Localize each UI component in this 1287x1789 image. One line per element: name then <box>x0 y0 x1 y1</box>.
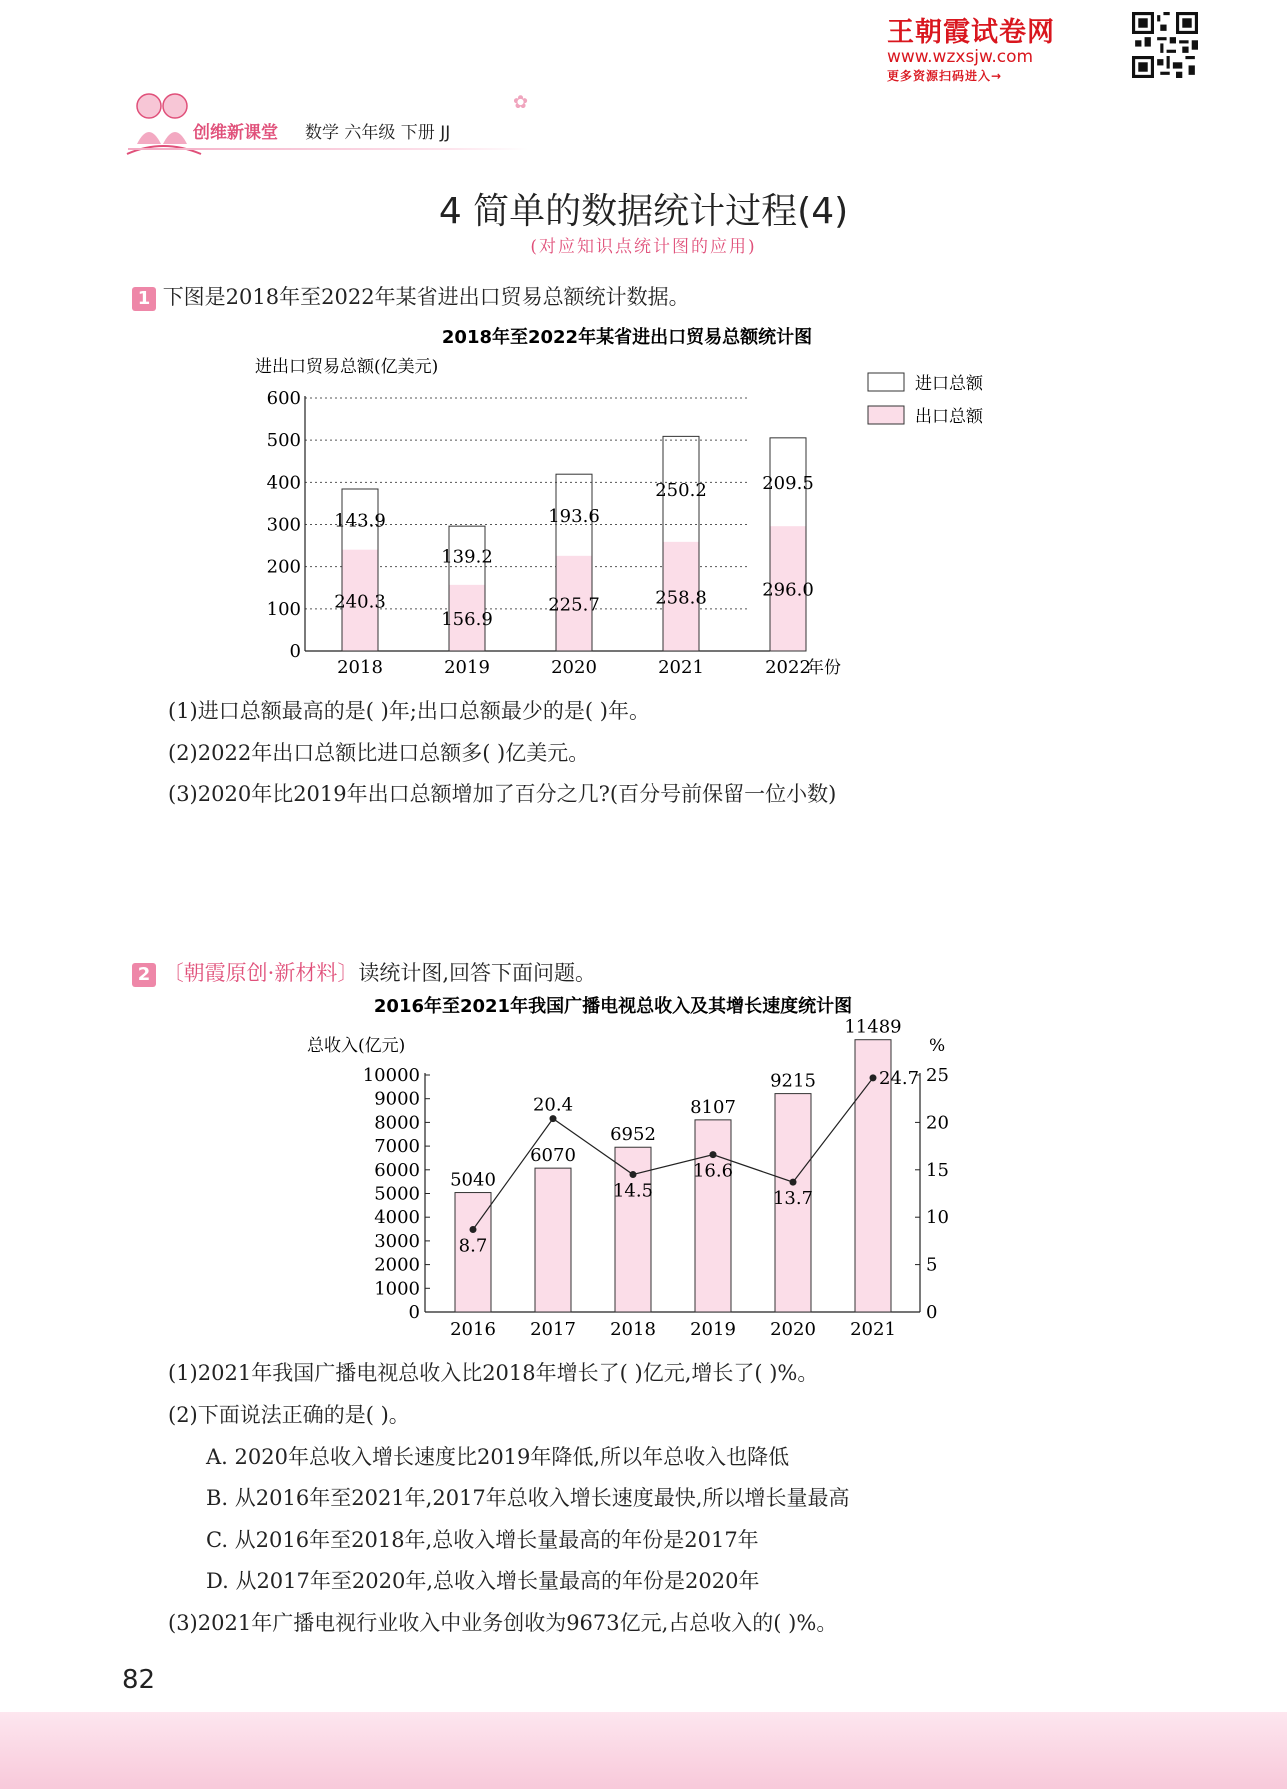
chart2-xtick-label: 2018 <box>610 1319 656 1340</box>
chart2-line-point <box>710 1151 717 1158</box>
chart2-ytick-label: 4000 <box>374 1207 420 1229</box>
chart2-y2tick-label: 5 <box>926 1254 938 1276</box>
chart1-label-import: 143.9 <box>334 510 386 532</box>
chart1-xtick-label: 2022 <box>765 657 811 678</box>
footer-band <box>0 1712 1287 1789</box>
chart2-x-axis <box>450 1319 896 1340</box>
chart1-title: 2018年至2022年某省进出口贸易总额统计图 <box>441 327 813 348</box>
chart2-line-point <box>790 1179 797 1186</box>
chart-trade <box>240 320 1020 690</box>
chart2-ytick-label: 3000 <box>374 1230 420 1252</box>
chart2-bar <box>535 1168 571 1312</box>
chart1-label-export: 225.7 <box>548 594 600 616</box>
chart2-ytick-label: 2000 <box>374 1254 420 1276</box>
page-number: 82 <box>122 1665 156 1695</box>
chart2-line-label: 16.6 <box>692 1160 734 1182</box>
chart1-legend-swatch <box>868 373 904 391</box>
chart2-ytick-label: 6000 <box>374 1159 420 1181</box>
chart2-line-label: 14.5 <box>612 1180 654 1202</box>
chart1-legend-label: 出口总额 <box>915 407 983 427</box>
chart1-y-axis <box>267 388 301 662</box>
chart1-label-import: 139.2 <box>441 546 493 568</box>
chart1-label-export: 258.8 <box>655 587 707 609</box>
header-rule <box>128 148 528 150</box>
chart2-y2tick-label: 0 <box>926 1302 938 1323</box>
q1-sub3: (3)2020年比2019年出口总额增加了百分之几?(百分号前保留一位小数) <box>168 782 837 806</box>
chart2-line-point <box>470 1226 477 1233</box>
chart2-y2tick-label: 20 <box>926 1112 949 1134</box>
chart2-ytick-label: 10000 <box>362 1065 420 1086</box>
chart2-ytick-label: 9000 <box>374 1088 420 1110</box>
chart1-legend <box>868 373 984 427</box>
chart2-bar-label: 9215 <box>770 1070 816 1092</box>
chart2-xtick-label: 2020 <box>770 1319 816 1340</box>
q2-option-d: D. 从2017年至2020年,总收入增长量最高的年份是2020年 <box>206 1569 760 1593</box>
chart1-xtick-label: 2019 <box>444 657 490 678</box>
chart1-label-import: 250.2 <box>655 480 707 502</box>
chart2-line-point <box>630 1171 637 1178</box>
chart2-ytick-label: 8000 <box>374 1112 420 1134</box>
chart2-line-label: 13.7 <box>772 1188 814 1210</box>
chart2-y2tick-label: 25 <box>926 1065 949 1086</box>
chart1-ytick-label: 0 <box>289 641 301 662</box>
q1-stem-text: 下图是2018年至2022年某省进出口贸易总额统计数据。 <box>162 285 690 309</box>
q1-number-badge: 1 <box>132 287 156 311</box>
chart2-xtick-label: 2017 <box>530 1319 576 1340</box>
chart2-bar <box>692 1120 734 1312</box>
series-name: 创维新课堂 <box>193 123 278 143</box>
chart1-label-import: 209.5 <box>762 473 814 495</box>
chart1-ytick-label: 600 <box>266 388 301 409</box>
chart1-xtick-label: 2020 <box>551 657 597 678</box>
chart2-line-point <box>550 1115 557 1122</box>
chart1-ytick-label: 200 <box>266 556 301 578</box>
q2-stem-text: 读统计图,回答下面问题。 <box>358 961 597 985</box>
q1-sub1: (1)进口总额最高的是( )年;出口总额最少的是( )年。 <box>168 699 650 723</box>
chart-broadcast <box>290 995 990 1345</box>
chart1-legend-swatch <box>868 406 904 424</box>
chart1-label-import: 193.6 <box>548 506 600 528</box>
chart2-ytick-label: 1000 <box>374 1278 420 1300</box>
chart2-y2tick-label: 15 <box>926 1159 949 1181</box>
chart2-line-label: 8.7 <box>458 1235 488 1257</box>
lesson-title: 4 简单的数据统计过程(4) <box>438 191 849 232</box>
book-info: 数学 六年级 下册 JJ <box>305 123 451 143</box>
q2-sub3: (3)2021年广播电视行业收入中业务创收为9673亿元,占总收入的( )%。 <box>168 1611 838 1635</box>
chart1-legend-label: 进口总额 <box>915 374 983 394</box>
q2-option-b: B. 从2016年至2021年,2017年总收入增长速度最快,所以增长量最高 <box>206 1486 850 1510</box>
chart2-bar-label: 11489 <box>844 1016 902 1038</box>
q2-sub1: (1)2021年我国广播电视总收入比2018年增长了( )亿元,增长了( )%。 <box>168 1361 819 1385</box>
chart2-y2label: % <box>929 1036 946 1056</box>
chart1-label-export: 240.3 <box>334 591 386 613</box>
chart1-ytick-label: 500 <box>266 430 301 452</box>
chart2-bar-label: 6070 <box>530 1145 576 1167</box>
q2-number-badge: 2 <box>132 963 156 987</box>
chart1-x-axis <box>337 657 811 678</box>
lesson-subtitle: (对应知识点统计图的应用) <box>530 237 757 257</box>
q2-option-c: C. 从2016年至2018年,总收入增长量最高的年份是2017年 <box>206 1528 759 1552</box>
chart1-label-export: 296.0 <box>762 579 814 601</box>
chart2-ytick-label: 7000 <box>374 1136 420 1158</box>
chart2-y2-axis <box>915 1065 949 1323</box>
chart2-ytick-label: 5000 <box>374 1183 420 1205</box>
chart2-xtick-label: 2016 <box>450 1319 496 1340</box>
chart2-bar-label: 5040 <box>450 1169 496 1191</box>
chart1-ylabel: 进出口贸易总额(亿美元) <box>255 357 439 377</box>
chart2-ytick-label: 0 <box>408 1302 420 1323</box>
q2-tag: 〔朝霞原创·新材料〕 <box>162 961 359 985</box>
brand-name: 王朝霞试卷网 <box>887 17 1055 48</box>
chart2-line-label: 24.7 <box>879 1067 920 1089</box>
chart2-growth-line <box>459 1068 919 1257</box>
chart1-ytick-label: 100 <box>266 598 301 620</box>
chart1-label-export: 156.9 <box>441 608 493 630</box>
q1-stem <box>132 281 690 311</box>
q2-stem <box>132 957 596 987</box>
chart1-bars <box>334 436 814 651</box>
chart2-y2tick-label: 10 <box>926 1207 949 1229</box>
q2-option-a: A. 2020年总收入增长速度比2019年降低,所以年总收入也降低 <box>206 1445 790 1469</box>
chart1-ytick-label: 300 <box>266 514 301 536</box>
qr-code-icon[interactable] <box>1132 12 1198 78</box>
flower-icon: ✿ <box>513 92 529 113</box>
chart2-line-point <box>870 1074 877 1081</box>
chart1-xtick-label: 2021 <box>658 657 704 678</box>
brand-block <box>887 10 1055 84</box>
chart2-xtick-label: 2021 <box>850 1319 896 1340</box>
chart2-bar-label: 6952 <box>610 1124 656 1146</box>
chart2-ylabel: 总收入(亿元) <box>307 1036 406 1056</box>
q2-sub2: (2)下面说法正确的是( )。 <box>168 1403 410 1427</box>
chart1-ytick-label: 400 <box>266 472 301 494</box>
chart2-xtick-label: 2019 <box>690 1319 736 1340</box>
q1-sub2: (2)2022年出口总额比进口总额多( )亿美元。 <box>168 741 590 765</box>
chart2-title: 2016年至2021年我国广播电视总收入及其增长速度统计图 <box>373 996 853 1017</box>
brand-url[interactable]: www.wzxsjw.com <box>887 47 1034 67</box>
chart1-xtick-label: 2018 <box>337 657 383 678</box>
chart2-line-label: 20.4 <box>532 1094 574 1116</box>
brand-scan-hint: 更多资源扫码进入→ <box>887 69 1003 83</box>
chart1-xlabel: 年份 <box>807 658 841 678</box>
chart2-bar-label: 8107 <box>690 1096 736 1118</box>
